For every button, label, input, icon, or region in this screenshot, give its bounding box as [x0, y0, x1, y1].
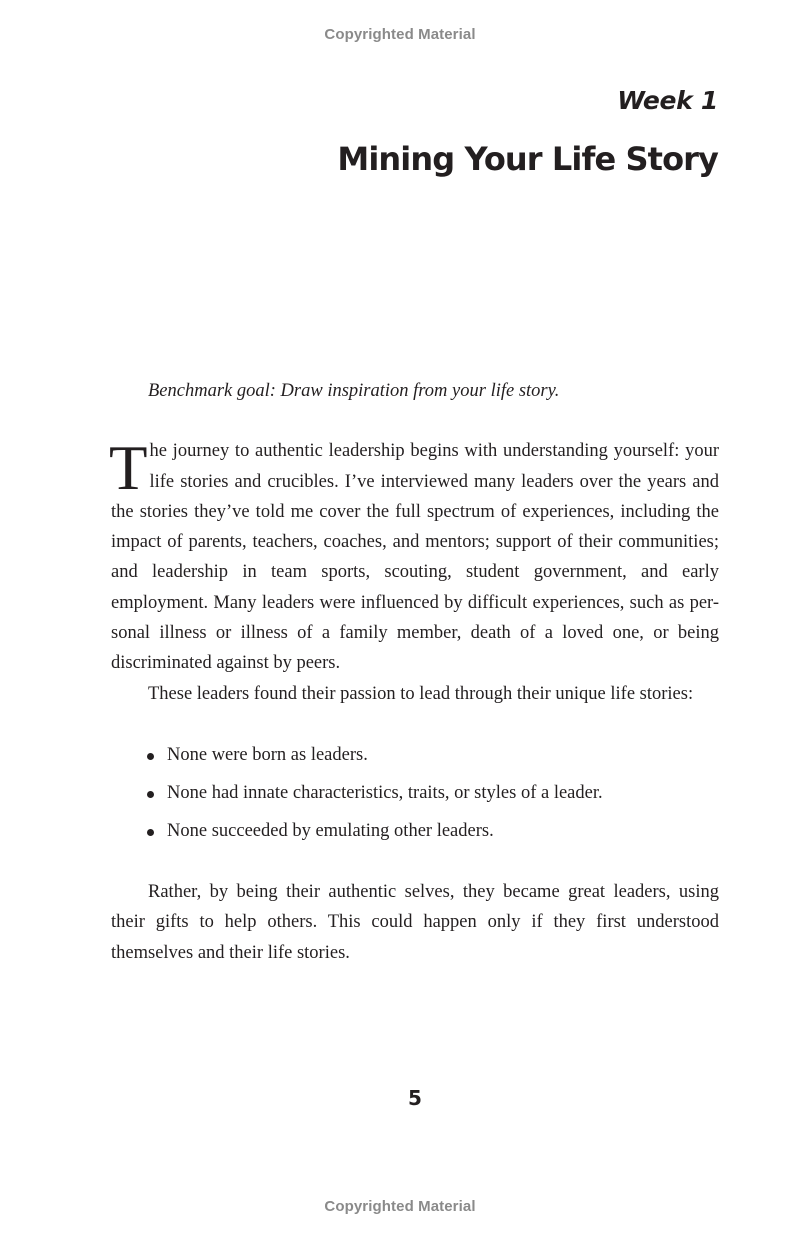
closing-paragraph: Rather, by being their authentic selves, they became great leaders, using their gifts to help others. This could happen only if they first understood themselves and their life stories. — [111, 881, 719, 963]
bullet-icon — [147, 829, 154, 836]
list-item — [147, 778, 719, 808]
week-label: Week 1 — [617, 86, 718, 115]
drop-cap: T — [109, 433, 148, 504]
lead-in-paragraph: These leaders found their passion to lead through their unique life stories: — [148, 683, 694, 704]
list-item-text: None were born as leaders. — [167, 744, 368, 765]
copyright-watermark-bottom: Copyrighted Material — [324, 1198, 476, 1215]
bullet-icon — [147, 791, 154, 798]
bullet-icon — [147, 753, 154, 760]
bullet-list — [111, 740, 719, 846]
list-item — [147, 740, 719, 770]
list-item-text: None had innate characteristics, traits, or styles of a leader. — [167, 782, 603, 803]
copyright-watermark-top: Copyrighted Material — [324, 26, 476, 43]
benchmark-goal: Benchmark goal: Draw inspiration from your life story. — [148, 381, 560, 401]
chapter-body — [111, 376, 719, 968]
chapter-title: Mining Your Life Story — [337, 140, 718, 178]
list-item-text: None succeeded by emulating other leaders. — [167, 820, 494, 841]
intro-text: he journey to authentic leadership begins with understanding yourself: your life stories and crucibles. I’ve interviewed many leaders over the years and the stories they’ve told me cover the full spectrum of experiences, including the impact of parents, teachers, coaches, and mentors; support of their communities; and leadership in team sports, scouting, student government, and early employment. Many leaders were influenced by difficult experiences, such as per-sonal illness or illness of a family member, death of a loved one, or being discriminated against by peers. — [111, 441, 719, 674]
page-number: 5 — [408, 1086, 422, 1110]
intro-paragraph — [109, 433, 719, 678]
list-item — [147, 816, 719, 846]
